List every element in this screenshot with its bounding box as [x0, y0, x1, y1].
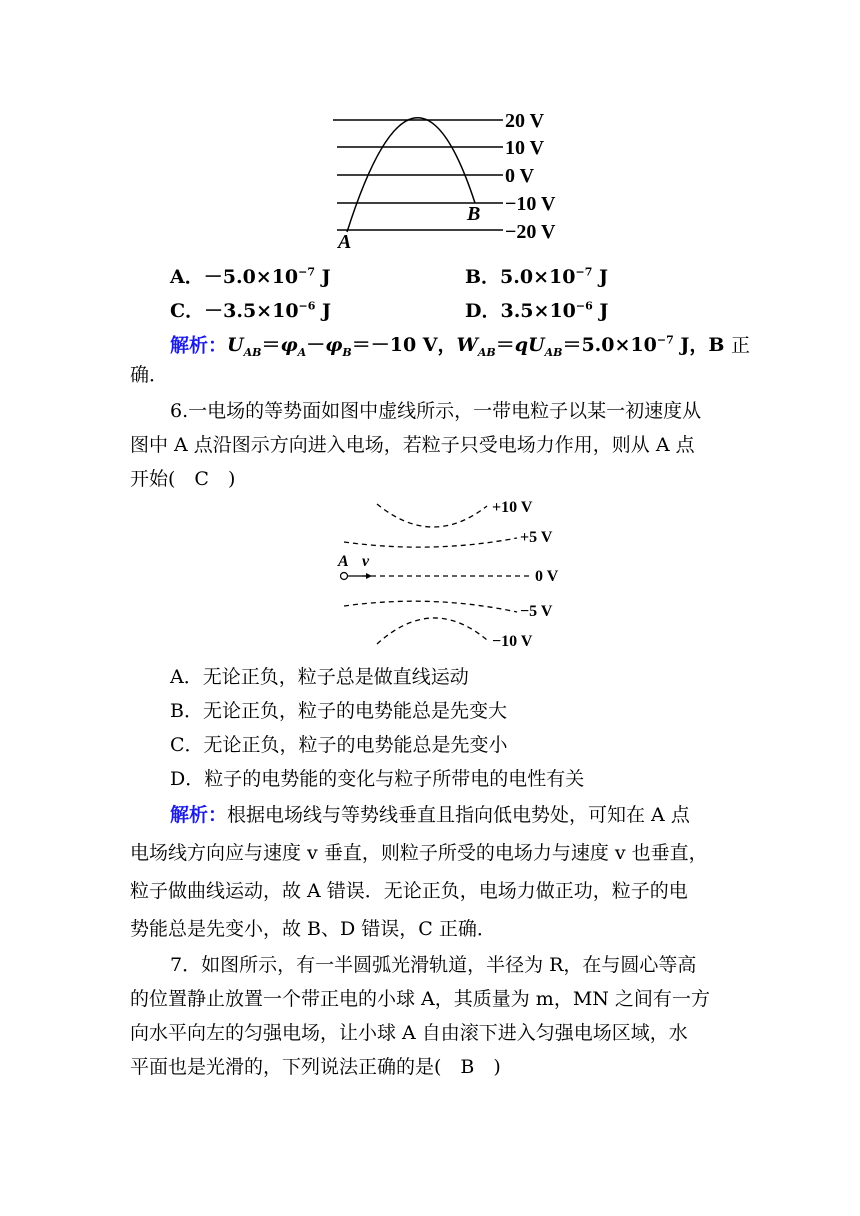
q7-line2: 的位置静止放置一个带正电的小球 A，其质量为 m，MN 之间有一方 — [130, 988, 710, 1010]
q5-option-b: B．$5.0\times 10^{-7}$ J — [465, 265, 608, 288]
q6-stem-line3: 开始( C ) — [130, 468, 236, 490]
label-plus5: +5 V — [520, 529, 553, 546]
potential-label-20: 20 V — [505, 110, 545, 132]
potential-label-neg10: −10 V — [505, 193, 556, 215]
equipotential-minus5 — [344, 601, 517, 612]
q5-option-d: D．$3.5\times 10^{-6}$ J — [465, 299, 609, 322]
point-a-label: A — [338, 231, 352, 252]
q5-option-a: A．$-5.0\times 10^{-7}$ J — [170, 265, 331, 288]
equipotential-minus10 — [377, 618, 487, 644]
point-a-marker — [341, 573, 348, 580]
potential-label-10: 10 V — [505, 137, 545, 159]
q5-option-c: C．$-3.5\times 10^{-6}$ J — [170, 299, 332, 322]
q6-option-b: B．无论正负，粒子的电势能总是先变大 — [170, 700, 507, 722]
q5-analysis: 解析：$U_{AB}=\varphi_A-\varphi_B=-10$ V，$W_{AB}=qU_{AB}=5.0\times 10^{-7}$ J，B 正 — [170, 334, 751, 360]
q6-analysis-line1: 解析：根据电场线与等势线垂直且指向低电势处，可知在 A 点 — [170, 804, 690, 826]
label-point-a: A — [338, 553, 349, 570]
q6-stem-line1: 6.一电场的等势面如图中虚线所示，一带电粒子以某一初速度从 — [170, 400, 702, 422]
label-velocity: v — [362, 553, 370, 570]
q6-stem-line2: 图中 A 点沿图示方向进入电场，若粒子只受电场力作用，则从 A 点 — [130, 434, 695, 456]
potential-label-neg20: −20 V — [505, 221, 556, 243]
potential-label-0: 0 V — [505, 165, 535, 187]
label-minus10: −10 V — [492, 633, 533, 650]
q6-option-a: A．无论正负，粒子总是做直线运动 — [170, 666, 469, 688]
point-b-label: B — [467, 203, 481, 225]
equipotential-figure-1 — [325, 104, 575, 252]
label-minus5: −5 V — [520, 603, 553, 620]
q5-analysis-end: 确． — [130, 364, 169, 386]
q7-line3: 向水平向左的匀强电场，让小球 A 自由滚下进入匀强电场区域，水 — [130, 1022, 688, 1044]
q6-option-c: C．无论正负，粒子的电势能总是先变小 — [170, 734, 508, 756]
equipotential-figure-2 — [332, 494, 572, 654]
q6-analysis-line3: 粒子做曲线运动，故 A 错误．无论正负，电场力做正功，粒子的电 — [130, 880, 688, 902]
equipotential-plus5 — [344, 538, 517, 547]
q6-analysis-line2: 电场线方向应与速度 v 垂直，则粒子所受的电场力与速度 v 也垂直， — [130, 842, 708, 864]
q7-line1: 7．如图所示，有一半圆弧光滑轨道，半径为 R，在与圆心等高 — [170, 954, 697, 976]
label-plus10: +10 V — [492, 499, 533, 516]
equipotential-plus10 — [377, 504, 487, 527]
q6-option-d: D．粒子的电势能的变化与粒子所带电的电性有关 — [170, 768, 585, 790]
label-zero: 0 V — [535, 568, 559, 585]
q6-analysis-line4: 势能总是先变小，故 B、D 错误，C 正确． — [130, 918, 496, 940]
q7-line4: 平面也是光滑的，下列说法正确的是( B ) — [130, 1056, 501, 1078]
